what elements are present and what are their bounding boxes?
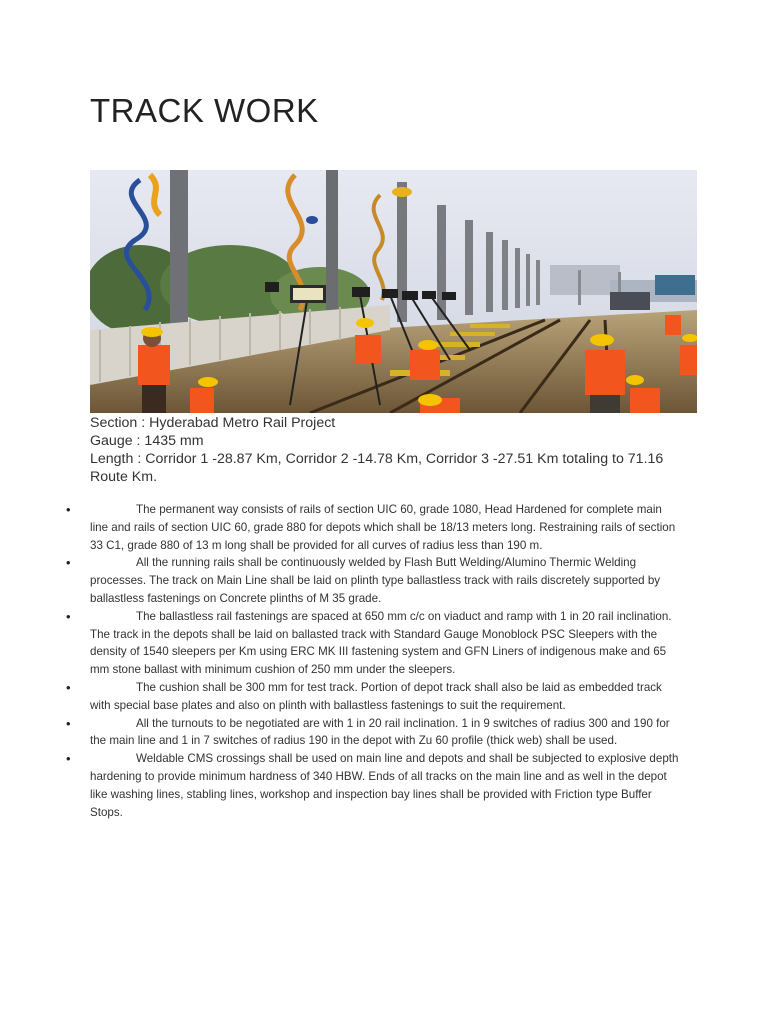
section-line: Section : Hyderabad Metro Rail Project bbox=[90, 415, 336, 431]
bullet-icon: • bbox=[66, 502, 71, 517]
gauge-line: Gauge : 1435 mm bbox=[90, 433, 204, 449]
list-item bbox=[62, 554, 682, 607]
metro-track-construction-image bbox=[90, 170, 697, 413]
specifications-list bbox=[62, 501, 682, 821]
list-item-text: All the running rails shall be continuously welded by Flash Butt Welding/Alumino Thermic Welding processes. The track on Main Line shall be laid on plinth type ballastless track with rails discretely supported by ballastless fastenings on Concrete plinths of M 35 grade. bbox=[90, 556, 661, 605]
list-item-text: Weldable CMS crossings shall be used on main line and depots and shall be subjected to explosive depth hardening to provide minimum hardness of 340 HBW. Ends of all tracks on the main line and as well in the depot like washing lines, stabling lines, workshop and inspection bay lines shall be provided with Friction type Buffer Stops. bbox=[90, 752, 679, 819]
list-item bbox=[62, 750, 682, 821]
project-details bbox=[90, 414, 690, 486]
list-item-text: The ballastless rail fastenings are spaced at 650 mm c/c on viaduct and ramp with 1 in 20 rail inclination. The track in the depots shall be laid on ballasted track with Standard Gauge Monoblock PSC Sleepers with the density of 1540 sleepers per Km using ERC MK III fastening system and GFN Liners of indigenous make and 65 mm stone ballast with minimum cushion of 250 mm under the sleepers. bbox=[90, 609, 672, 677]
track-work-photo bbox=[90, 170, 697, 413]
list-item bbox=[62, 608, 682, 679]
length-line: Length : Corridor 1 -28.87 Km, Corridor 2 -14.78 Km, Corridor 3 -27.51 Km totaling to 71.16 Route Km. bbox=[90, 451, 664, 485]
bullet-icon: • bbox=[66, 679, 71, 695]
bullet-icon: • bbox=[66, 751, 71, 767]
list-item-text: The cushion shall be 300 mm for test track. Portion of depot track shall also be laid as embedded track with special base plates and also on plinth with ballastless fastenings to suit the requirement. bbox=[90, 680, 662, 712]
bullet-icon: • bbox=[66, 608, 71, 624]
bullet-icon: • bbox=[66, 715, 71, 731]
page-title: TRACK WORK bbox=[90, 92, 319, 129]
list-item bbox=[62, 715, 682, 751]
bullet-icon: • bbox=[66, 555, 71, 571]
list-item bbox=[62, 679, 682, 715]
list-item-text: All the turnouts to be negotiated are with 1 in 20 rail inclination. 1 in 9 switches of radius 300 and 190 for the main line and 1 in 7 switches of radius 190 in the depot with Zu 60 profile (thick web) shall be used. bbox=[90, 716, 670, 748]
list-item-text: The permanent way consists of rails of section UIC 60, grade 1080, Head Hardened for complete main line and rails of section UIC 60, grade 880 for depots which shall be 18/13 meters long. Restraining rails of section 33 C1, grade 880 of 13 m long shall be provided for all curves of radius less than 190 m. bbox=[90, 503, 676, 552]
list-item bbox=[62, 501, 682, 554]
